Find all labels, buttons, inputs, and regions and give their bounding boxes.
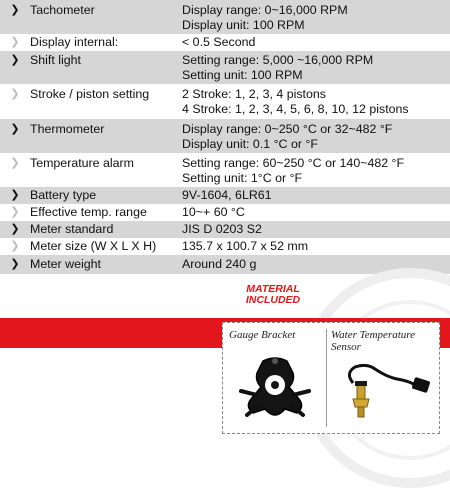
- spec-label: Effective temp. range: [30, 205, 147, 219]
- spec-value: Display unit: 0.1 °C or °F: [182, 137, 318, 151]
- spec-label: Meter size (W X L X H): [30, 239, 157, 253]
- chevron-right-icon: ❯: [10, 258, 20, 270]
- spec-value: 10~+ 60 °C: [182, 205, 245, 219]
- spec-row-thermometer: [0, 119, 450, 153]
- spec-label: Stroke / piston setting: [30, 87, 150, 101]
- spec-row-meter-size: [0, 238, 450, 255]
- spec-row-effective-temp: [0, 204, 450, 221]
- spec-label: Battery type: [30, 188, 97, 202]
- spec-value: Setting unit: 100 RPM: [182, 68, 303, 82]
- spec-values: [182, 205, 450, 220]
- water-temp-sensor-image: [335, 359, 435, 423]
- spec-label: Tachometer: [30, 3, 95, 17]
- spec-label: Shift light: [30, 53, 81, 67]
- spec-value: 4 Stroke: 1, 2, 3, 4, 5, 6, 8, 10, 12 pistons: [182, 102, 409, 116]
- chevron-right-icon: ❯: [10, 36, 20, 48]
- spec-values: [182, 222, 450, 237]
- spec-row-shift-light: [0, 51, 450, 84]
- spec-value: 2 Stroke: 1, 2, 3, 4 pistons: [182, 87, 326, 101]
- spec-value: Display range: 0~250 °C or 32~482 °F: [182, 122, 393, 136]
- spec-row-stroke-piston: [0, 84, 450, 119]
- material-panel: [222, 322, 440, 434]
- spec-value: Setting unit: 1°C or °F: [182, 171, 303, 185]
- spec-label: Temperature alarm: [30, 156, 134, 170]
- spec-value: Display range: 0~16,000 RPM: [182, 3, 348, 17]
- spec-values: [182, 156, 450, 186]
- material-included-label: [228, 284, 318, 306]
- material-label-line1: MATERIAL: [246, 283, 300, 295]
- chevron-right-icon: ❯: [10, 88, 20, 100]
- spec-value: Setting range: 60~250 °C or 140~482 °F: [182, 156, 405, 170]
- chevron-right-icon: ❯: [10, 206, 20, 218]
- spec-row-tachometer: [0, 0, 450, 34]
- chevron-right-icon: ❯: [10, 240, 20, 252]
- spec-value: 9V-1604, 6LR61: [182, 188, 272, 202]
- spec-values: [182, 35, 450, 50]
- spec-values: [182, 122, 450, 152]
- spec-values: [182, 87, 450, 117]
- chevron-right-icon: ❯: [10, 54, 20, 66]
- spec-row-display-internal: [0, 34, 450, 51]
- spec-label: Thermometer: [30, 122, 105, 136]
- water-temp-sensor-caption: Water Temperature Sensor: [331, 329, 416, 353]
- spec-values: [182, 53, 450, 83]
- chevron-right-icon: ❯: [10, 223, 20, 235]
- spec-values: [182, 3, 450, 33]
- spec-label: Meter standard: [30, 222, 114, 236]
- spec-value: JIS D 0203 S2: [182, 222, 262, 236]
- spec-label: Display internal:: [30, 35, 119, 49]
- spec-value: Around 240 g: [182, 257, 257, 271]
- chevron-right-icon: ❯: [10, 157, 20, 169]
- spec-row-meter-standard: [0, 221, 450, 238]
- spec-row-battery-type: [0, 187, 450, 204]
- spec-values: [182, 188, 450, 203]
- chevron-right-icon: ❯: [10, 4, 20, 16]
- spec-row-temperature-alarm: [0, 153, 450, 187]
- spec-value: Setting range: 5,000 ~16,000 RPM: [182, 53, 374, 67]
- chevron-right-icon: ❯: [10, 123, 20, 135]
- chevron-right-icon: ❯: [10, 189, 20, 201]
- gauge-bracket-caption: Gauge Bracket: [229, 329, 296, 341]
- gauge-bracket-image: [233, 351, 317, 427]
- spec-value: 135.7 x 100.7 x 52 mm: [182, 239, 309, 253]
- spec-label: Meter weight: [30, 257, 101, 271]
- material-label-line2: INCLUDED: [245, 294, 301, 306]
- panel-divider: [326, 329, 327, 427]
- spec-value: Display unit: 100 RPM: [182, 18, 305, 32]
- spec-value: < 0.5 Second: [182, 35, 256, 49]
- spec-values: [182, 239, 450, 254]
